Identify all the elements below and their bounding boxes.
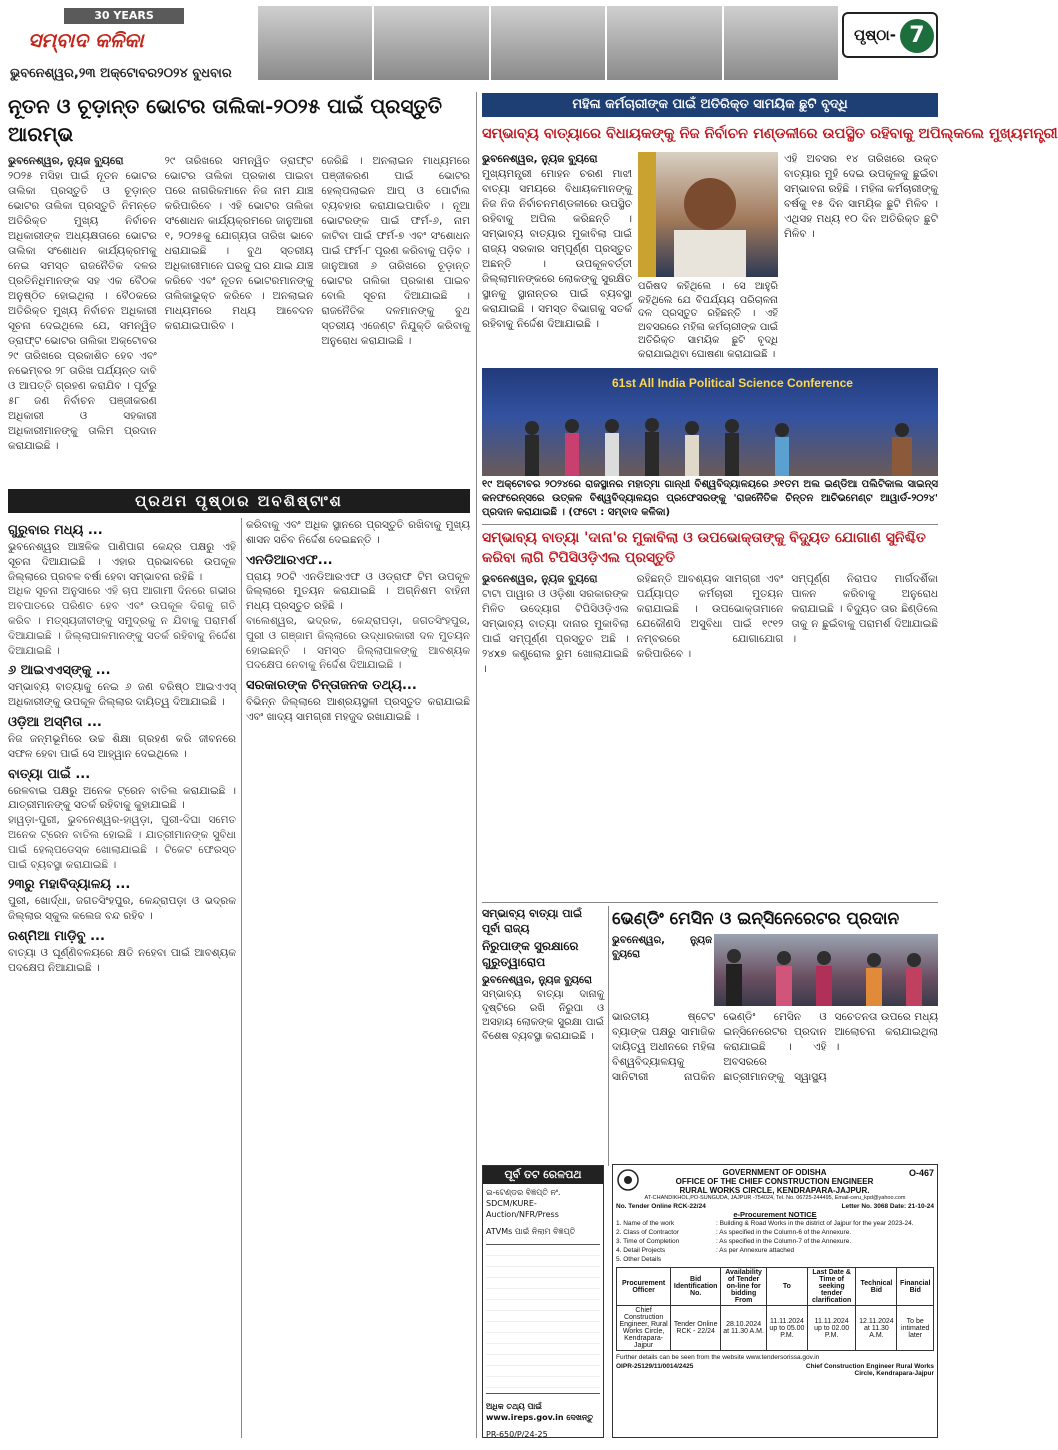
chief-minister-photo bbox=[638, 152, 778, 277]
notice-letter-no: Letter No. 3068 Date: 21-10-24 bbox=[841, 1203, 934, 1210]
masthead bbox=[0, 0, 945, 88]
first-page-remainder-band: ପ୍ରଥମ ପୃଷ୍ଠାର ଅବଶିଷ୍ଟାଂଶ bbox=[8, 489, 470, 513]
body-text: ମୁଖ୍ୟମନ୍ତ୍ରୀ ମୋହନ ଚରଣ ମାଝୀ ବାତ୍ୟା ସମୟରେ ବିଧାୟକମାନଙ୍କୁ ନିଜ ନିଜ ନିର୍ବାଚନମଣ୍ଡଳୀରେ ଉପସ୍ଥିତ ରହିବାକୁ ଅପିଲ କରିଛନ୍ତି । ସମ୍ଭାବ୍ୟ ବାତ୍ୟାର ମୁକାବିଲା ପାଇଁ ରାଜ୍ୟ ସରକାର ସମ୍ପୂର୍ଣ୍ଣ ପ୍ରସ୍ତୁତ ଅଛନ୍ତି । ଉପକୂଳବର୍ତ୍ତୀ ଜିଲ୍ଲାମାନଙ୍କରେ ଲୋକଙ୍କୁ ସୁରକ୍ଷିତ ସ୍ଥାନକୁ ସ୍ଥାନାନ୍ତର ପାଇଁ ବ୍ୟବସ୍ଥା କରାଯାଇଛି । ସମସ୍ତ ବିଭାଗକୁ ସତର୍କ ରହିବାକୁ ନିର୍ଦ୍ଦେଶ ଦିଆଯାଇଛି । bbox=[482, 168, 632, 330]
body-text: ଭାରତୀୟ ଷ୍ଟେଟ ବ୍ୟାଙ୍କ ପକ୍ଷରୁ ସାମାଜିକ ଦାୟିତ୍ୱ ଅଧୀନରେ ମହିଳା ବିଶ୍ୱବିଦ୍ୟାଳୟକୁ ସାନିଟାରୀ ନାପକିନ ଭେଣ୍ଡିଂ ମେସିନ ଓ ଇନ୍ସିନେରେଟର ପ୍ରଦାନ କରାଯାଇଛି । ଏହି ଅବସରରେ ଛାତ୍ରୀମାନଙ୍କୁ ସ୍ୱାସ୍ଥ୍ୟ ସଚେତନତା ଉପରେ ମଧ୍ୟ ଆଲୋଚନା କରାଯାଇଥିଲା । bbox=[612, 1011, 938, 1083]
conference-photo bbox=[482, 368, 938, 476]
section-text: ନିଜ ଜନ୍ମଭୂମିରେ ଉଚ୍ଚ ଶିକ୍ଷା ଗ୍ରହଣ କରି ଜୀବନରେ ସଫଳ ହେବା ପାଇଁ ସେ ଆହ୍ୱାନ ଦେଇଥିଲେ । bbox=[8, 732, 236, 760]
section-text: ପୁରୀ, ଖୋର୍ଦ୍ଧା, ଜଗତସିଂହପୁର, କେନ୍ଦ୍ରାପଡ଼ା ଓ ଭଦ୍ରକ ଜିଲ୍ଲାର ସ୍କୁଲ କଲେଜ ବନ୍ଦ ରହିବ । bbox=[8, 895, 236, 923]
filler-text: ବାଲେଶ୍ୱର, ଭଦ୍ରକ, କେନ୍ଦ୍ରାପଡ଼ା, ଜଗତସିଂହପୁର, ପୁରୀ ଓ ଗଞ୍ଜାମ ଜିଲ୍ଲାରେ ଉଦ୍ଧାରକାରୀ ଦଳ ମୁତୟନ ହୋଇଛନ୍ତି । ସମସ୍ତ ଜିଲ୍ଲାପାଳଙ୍କୁ ଆବଶ୍ୟକ ପଦକ୍ଷେପ ନେବାକୁ ନିର୍ଦ୍ଦେଶ ଦିଆଯାଇଛି । bbox=[246, 614, 470, 672]
notice-circle: RURAL WORKS CIRCLE, KENDRAPARA-JAJPUR. bbox=[679, 1186, 870, 1195]
column-divider bbox=[608, 906, 609, 1166]
table-cell: Chief Construction Engineer, Rural Works Circle, Kendrapara-Jajpur bbox=[617, 1306, 671, 1351]
story-power bbox=[482, 572, 938, 897]
dateline: ଭୁବନେଶ୍ୱର,୨୩ ଅକ୍ଟୋବର୨୦୨୪ ବୁଧବାର bbox=[10, 66, 232, 81]
people-silhouettes-icon bbox=[482, 368, 938, 476]
ad-header: ପୂର୍ବ ତଟ ରେଳପଥ bbox=[483, 1166, 603, 1184]
section-title: ଏନଡିଆରଏଫ... bbox=[246, 552, 333, 568]
notice-footer: Further details can be seen from the website www.tendersorissa.gov.in bbox=[616, 1354, 820, 1361]
table-cell: 11.11.2024 up to 05.00 P.M. bbox=[767, 1306, 808, 1351]
section-text: ବାତ୍ୟା ଓ ଘୂର୍ଣ୍ଣିବଳୟରେ କ୍ଷତି ନହେବା ପାଇଁ ଆବଶ୍ୟକ ପଦକ୍ଷେପ ନିଆଯାଇଛି । bbox=[8, 946, 236, 974]
notice-ref: O-467 bbox=[908, 1168, 934, 1178]
column-divider bbox=[241, 518, 242, 1438]
section-title: ୬ ଆଇଏଏସ୍ଙ୍କୁ ... bbox=[8, 663, 111, 679]
masthead-logo-block bbox=[8, 6, 258, 86]
body-text: ପରିଷଦ କହିଥିଲେ । ସେ ଆହୁରି କହିଥିଲେ ଯେ ବିପର୍ଯ୍ୟୟ ପରିଚାଳନା ଦଳ ପ୍ରସ୍ତୁତ ରହିଛନ୍ତି । ଏହି ଅବସରରେ ମହିଳା କର୍ମଚାରୀଙ୍କ ପାଇଁ ଅତିରିକ୍ତ ସାମୟିକ ଛୁଟି ବୃଦ୍ଧି କରାଯାଇଥିବା ଘୋଷଣା କରାଯାଇଛି । bbox=[638, 281, 778, 360]
notice-item-label: 1. Name of the work bbox=[616, 1220, 675, 1227]
table-cell: 12.11.2024 at 11.30 A.M. bbox=[856, 1306, 897, 1351]
headline-line-1: ସମ୍ଭାବ୍ୟ ବାତ୍ୟା ପାଇଁ ପୂର୍ବା ରାଜ୍ୟ bbox=[482, 907, 583, 935]
column-3: ସମ୍ପୂର୍ଣ୍ଣ ନିରାପଦ ମାର୍ଗଦର୍ଶିକା ପାଳନ କରିବାକୁ ଅନୁରୋଧ କରାଯାଇଛି । ବିଦ୍ୟୁତ ତାର ଛିଣ୍ଡିଲେ ତାକୁ ନ ଛୁଇଁବାକୁ ପରାମର୍ଶ ଦିଆଯାଇଛି । bbox=[791, 573, 939, 645]
headline-cm: ସମ୍ଭାବ୍ୟ ବାତ୍ୟାରେ ବିଧାୟକଙ୍କୁ ନିଜ ନିର୍ବାଚନ ମଣ୍ଡଳୀରେ ଉପସ୍ଥିତ ରହିବାକୁ ଅପିଲ୍‌କଲେ ମୁଖ୍ୟମନ୍ତ୍ରୀ bbox=[482, 125, 1058, 142]
section-title: ସରକାରଙ୍କ ଚିନ୍ତାଜନକ ତଥ୍ୟ... bbox=[246, 678, 417, 694]
notice-title: e-Procurement NOTICE bbox=[733, 1210, 817, 1219]
table-cell: 11.11.2024 up to 02.00 P.M. bbox=[807, 1306, 856, 1351]
paper-logo: ସମ୍ବାଦ କଳିକା bbox=[28, 28, 144, 52]
continued-column-1 bbox=[8, 518, 236, 1438]
headline-power: ସମ୍ଭାବ୍ୟ ବାତ୍ୟା 'ଦାନା'ର ମୁକାବିଲା ଓ ଉପଭୋକ୍ତାଙ୍କୁ ବିଦ୍ୟୁତ ଯୋଗାଣ ସୁନିଶ୍ଚିତ କରିବା ଲାଗି ଟିପିସିଓଡ଼ିଏଲ ପ୍ରସ୍ତୁତି bbox=[482, 530, 926, 566]
body-text: ୨୦୨୫ ମସିହା ପାଇଁ ନୂତନ ଭୋଟର ତାଲିକା ପ୍ରସ୍ତୁତି ଓ ଚୂଡ଼ାନ୍ତ ଭୋଟର ତାଲିକା ପ୍ରସ୍ତୁତି ନିମନ୍ତେ ଅତିରିକ୍ତ ମୁଖ୍ୟ ନିର୍ବାଚନ ଅଧିକାରୀଙ୍କ ଅଧ୍ୟକ୍ଷତାରେ ଭୋଟର ତାଲିକା ସଂଶୋଧନ କାର୍ଯ୍ୟକ୍ରମକୁ ନେଇ ସମସ୍ତ ରାଜନୈତିକ ଦଳର ପ୍ରତିନିଧିମାନଙ୍କ ସହ ଏକ ବୈଠକ ଅନୁଷ୍ଠିତ ହୋଇଥିଲା । ବୈଠକରେ ଅତିରିକ୍ତ ମୁଖ୍ୟ ନିର୍ବାଚନ ଅଧିକାରୀ ସୂଚନା ଦେଇଥିଲେ ଯେ, ସମନ୍ୱିତ ଡ୍ରାଫ୍ଟ ଭୋଟର ତାଲିକା ଅକ୍ଟୋବର ୨୯ ତାରିଖରେ ପ୍ରକାଶିତ ହେବ ଏବଂ ନଭେମ୍ବର ୨୮ ତାରିଖ ପର୍ଯ୍ୟନ୍ତ ଦାବି ଓ ଆପତ୍ତି ଗ୍ରହଣ କରାଯିବ । ପୂର୍ବରୁ ୫୮ ଜଣ ନିର୍ବାଚନ ପଞ୍ଜୀକରଣ ଅଧିକାରୀ ଓ ସହକାରୀ ଅଧିକାରୀମାନଙ୍କୁ ତାଲିମ ପ୍ରଦାନ କରାଯାଇଛି । bbox=[8, 170, 157, 452]
column-1 bbox=[482, 572, 629, 677]
headline: ନୂତନ ଓ ଚୂଡ଼ାନ୍ତ ଭୋଟର ତାଲିକା-୨୦୨୫ ପାଇଁ ପ୍ରସ୍ତୁତି ଆରମ୍ଭ bbox=[8, 94, 443, 146]
notice-item-label: 4. Detail Projects bbox=[616, 1247, 666, 1254]
section-title: ବାତ୍ୟା ପାଇଁ ... bbox=[8, 766, 91, 782]
section-title: ରଶ୍ମିଆ ମାଡ଼ିବୁ ... bbox=[8, 928, 105, 944]
notice-item-value: : As specified in the Column-7 of the Annexure. bbox=[716, 1238, 852, 1245]
section-title: ୨୩ରୁ ମହାବିଦ୍ୟାଳୟ ... bbox=[8, 877, 131, 893]
notice-table bbox=[616, 1267, 934, 1351]
conference-banner-text: 61st All India Political Science Conference bbox=[612, 376, 853, 390]
filler-text: ହାୱଡ଼ା-ପୁରୀ, ଭୁବନେଶ୍ୱର-ହାୱଡ଼ା, ପୁରୀ-ଦିଘା ସମେତ ଅନେକ ଟ୍ରେନ ବାତିଲ ହୋଇଛି । ଯାତ୍ରୀମାନଙ୍କ ସୁବିଧା ପାଇଁ ହେଲ୍ପଡେସ୍କ ଖୋଲାଯାଇଛି । ଟିକେଟ ଫେରସ୍ତ ପାଇଁ ବ୍ୟବସ୍ଥା କରାଯାଇଛି । bbox=[8, 814, 236, 871]
section-divider bbox=[482, 902, 938, 903]
table-header: Technical Bid bbox=[856, 1268, 897, 1306]
page-label: ପୃଷ୍ଠା- bbox=[854, 26, 896, 44]
table-cell: To be intimated later bbox=[897, 1306, 934, 1351]
notice-tender-no: No. Tender Online RCK-22/24 bbox=[616, 1203, 706, 1210]
story-columns bbox=[482, 572, 938, 677]
notice-item-value: : As per Annexure attached bbox=[716, 1247, 795, 1254]
section-text: ପ୍ରାୟ ୨୦ଟି ଏନଡିଆରଏଫ ଓ ଓଡ୍ରାଫ ଟିମ ଉପକୂଳ ଜିଲ୍ଲାରେ ମୁତୟନ କରାଯାଇଛି । ଅଗ୍ନିଶମ ବାହିନୀ ମଧ୍ୟ ପ୍ରସ୍ତୁତ ରହିଛି । bbox=[246, 570, 470, 613]
heritage-photo bbox=[607, 6, 721, 80]
page-number-badge bbox=[842, 12, 938, 58]
column-3: ଜେରିଛି । ଅନଲାଇନ ମାଧ୍ୟମରେ ପଞ୍ଜୀକରଣ ପାଇଁ ଭୋଟର ହେଲ୍ପଲାଇନ ଆପ୍ ଓ ପୋର୍ଟାଲ ବ୍ୟବହାର କରାଯାଇପାରିବ । ନୂଆ ଭୋଟରଙ୍କ ପାଇଁ ଫର୍ମ-୬, ନାମ କାଟିବା ପାଇଁ ଫର୍ମ-୭ ଏବଂ ସଂଶୋଧନ ପାଇଁ ଫର୍ମ-୮ ପୂରଣ କରିବାକୁ ପଡ଼ିବ । ଜାନୁଆରୀ ୬ ତାରିଖରେ ଚୂଡ଼ାନ୍ତ ଭୋଟର ତାଲିକା ପ୍ରକାଶ ପାଇବ ବୋଲି ସୂଚନା ଦିଆଯାଇଛି । ରାଜନୈତିକ ଦଳମାନଙ୍କୁ ବୁଥ ସ୍ତରୀୟ ଏଜେଣ୍ଟ ନିଯୁକ୍ତି କରିବାକୁ ଅନୁରୋଧ କରାଯାଇଛି । bbox=[321, 155, 471, 347]
headline-line-2: ନିରୁପାଙ୍କ ସୁରକ୍ଷାରେ ଗୁରୁତ୍ୱାରୋପ bbox=[482, 939, 579, 969]
table-header: Availability of Tender on-line for bidding From bbox=[721, 1268, 767, 1306]
story-cm-col1 bbox=[482, 152, 632, 362]
story-columns bbox=[8, 154, 470, 454]
section-divider bbox=[482, 524, 938, 525]
table-cell: 28.10.2024 at 11.30 A.M. bbox=[721, 1306, 767, 1351]
notice-item-value: : As specified in the Column-6 of the Annexure. bbox=[716, 1229, 852, 1236]
ad-line: PR-650/P/24-25 bbox=[486, 1430, 548, 1439]
ad-line: ATVMs ପାଇଁ ନିଲାମ ବିଜ୍ଞପ୍ତି bbox=[486, 1227, 576, 1236]
byline: ଭୁବନେଶ୍ୱର, ନ୍ୟୁଜ ବ୍ୟୁରୋ bbox=[482, 975, 593, 986]
temple-photo bbox=[258, 6, 372, 80]
story-cm-col3 bbox=[784, 152, 938, 362]
section-text: ଭୁବନେଶ୍ୱର ଆଞ୍ଚଳିକ ପାଣିପାଗ କେନ୍ଦ୍ର ପକ୍ଷରୁ ଏହି ସୂଚନା ଦିଆଯାଇଛି । ଏହାର ପ୍ରଭାବରେ ଉପକୂଳ ଜିଲ୍ଲାରେ ପ୍ରବଳ ବର୍ଷା ହେବା ସମ୍ଭାବନା ରହିଛି । bbox=[8, 541, 236, 583]
byline: ଭୁବନେଶ୍ୱର, ନ୍ୟୁଜ ବ୍ୟୁରୋ bbox=[612, 935, 712, 960]
byline: ଭୁବନେଶ୍ୱର, ନ୍ୟୁଜ ବ୍ୟୁରୋ bbox=[482, 573, 598, 585]
section-title: ଗୁରୁବାର ମଧ୍ୟ ... bbox=[8, 523, 103, 538]
column-divider bbox=[476, 92, 477, 1438]
ad-table bbox=[486, 1244, 600, 1394]
table-cell: Tender Online RCK - 22/24 bbox=[671, 1306, 721, 1351]
body-text: ସମ୍ଭାବ୍ୟ ବାତ୍ୟା ଦାନାକୁ ଦୃଷ୍ଟିରେ ରଖି ନିରୁପା ଓ ଅସହାୟ ଲୋକଙ୍କ ସୁରକ୍ଷା ପାଇଁ ବିଶେଷ ବ୍ୟବସ୍ଥା କରାଯାଇଛି । bbox=[482, 989, 604, 1042]
column-2: ୨୯ ତାରିଖରେ ସମନ୍ୱିତ ଡ୍ରାଫ୍ଟ ଭୋଟର ତାଲିକା ପ୍ରକାଶ ପାଇବା ପରେ ନାଗରିକମାନେ ନିଜ ନାମ ଯାଞ୍ଚ କରିପାରିବେ । ଏହି ଭୋଟର ତାଲିକା ସଂଶୋଧନ କାର୍ଯ୍ୟକ୍ରମରେ ଜାନୁଆରୀ ୧, ୨୦୨୫କୁ ଯୋଗ୍ୟତା ତାରିଖ ଭାବେ ଧରାଯାଇଛି । ବୁଥ ସ୍ତରୀୟ ଅଧିକାରୀମାନେ ଘରକୁ ଘର ଯାଇ ଯାଞ୍ଚ କରିବେ ଏବଂ ନୂତନ ଭୋଟରମାନଙ୍କୁ ତାଲିକାଭୁକ୍ତ କରିବେ । ଅନଲାଇନ ମାଧ୍ୟମରେ ମଧ୍ୟ ଆବେଦନ କରାଯାଇପାରିବ । bbox=[164, 155, 314, 332]
table-header: Last Date & Time of seeking tender clarification bbox=[807, 1268, 856, 1306]
children-photo bbox=[491, 6, 605, 80]
table-header: Bid Identification No. bbox=[671, 1268, 721, 1306]
body-text: ଏହି ଅବସର ୧୪ ତାରିଖରେ ଉକ୍ତ ବାତ୍ୟାର ମୁହଁ ଦେଇ ଉପକୂଳକୁ ଛୁଇଁବା ସମ୍ଭାବନା ରହିଛି । ମହିଳା କର୍ମଚାରୀଙ୍କୁ ବର୍ଷକୁ ୧୫ ଦିନ ସାମୟିକ ଛୁଟି ମିଳିବ । ଏଥିସହ ମଧ୍ୟ ୧୦ ଦିନ ଅତିରିକ୍ତ ଛୁଟି ମିଳିବ । bbox=[784, 153, 938, 240]
story-cyclone-safety bbox=[482, 906, 604, 1161]
notice-item-label: 5. Other Details bbox=[616, 1256, 662, 1263]
notice-signature: Chief Construction Engineer Rural Works Circle, Kendrapara-Jajpur bbox=[805, 1363, 934, 1377]
ad-line: ଅଧିକ ତଥ୍ୟ ପାଇଁ www.ireps.gov.in ଦେଖନ୍ତୁ bbox=[486, 1402, 594, 1422]
years-badge: 30 YEARS bbox=[64, 8, 184, 24]
section-text: ରେଳବାଇ ପକ୍ଷରୁ ଅନେକ ଟ୍ରେନ ବାତିଲ କରାଯାଇଛି । ଯାତ୍ରୀମାନଙ୍କୁ ସତର୍କ ରହିବାକୁ କୁହାଯାଇଛି । bbox=[8, 784, 236, 812]
notice-item-label: 3. Time of Completion bbox=[616, 1238, 680, 1245]
railway-advertisement bbox=[482, 1165, 604, 1438]
people-silhouettes-icon bbox=[714, 934, 938, 1006]
section-text: ସମ୍ଭାବ୍ୟ ବାତ୍ୟାକୁ ନେଇ ୬ ଜଣ ବରିଷ୍ଠ ଆଇଏଏସ୍ ଅଧିକାରୀଙ୍କୁ ଉପକୂଳ ଜିଲ୍ଲାର ଦାୟିତ୍ୱ ଦିଆଯାଇଛି । bbox=[8, 681, 236, 709]
byline: ଭୁବନେଶ୍ୱର, ନ୍ୟୁଜ ବ୍ୟୁରୋ bbox=[8, 155, 124, 167]
temple-photo bbox=[374, 6, 488, 80]
column-1 bbox=[8, 154, 157, 454]
byline: ଭୁବନେଶ୍ୱର, ନ୍ୟୁଜ ବ୍ୟୁରୋ bbox=[482, 153, 598, 165]
notice-items bbox=[616, 1219, 934, 1264]
column-2: ରହିଛନ୍ତି ଆବଶ୍ୟକ ସାମଗ୍ରୀ ଏବଂ ପର୍ଯ୍ୟାପ୍ତ କର୍ମଚାରୀ ମୁତୟନ କରାଯାଇଛି । ଉପଭୋକ୍ତାମାନେ ଯେକୌଣସି ଅସୁବିଧା ପାଇଁ ୧୯୧୨ ନମ୍ବରରେ ଯୋଗାଯୋଗ କରିପାରିବେ । bbox=[636, 573, 784, 660]
story-cm-col2 bbox=[638, 280, 778, 362]
body-text: ଟାଟା ପାୱାର ଓ ଓଡ଼ିଶା ସରକାରଙ୍କ ମିଳିତ ଉଦ୍ୟୋଗ ଟିପିସିଓଡ଼ିଏଲ ସମ୍ଭାବ୍ୟ ବାତ୍ୟା ଦାନାର ମୁକାବିଲା ପାଇଁ ସମ୍ପୂର୍ଣ୍ଣ ପ୍ରସ୍ତୁତ ଅଛି । ୨୪x୭ କଣ୍ଟ୍ରୋଲ ରୁମ ଖୋଲାଯାଇଛି । bbox=[482, 588, 629, 675]
story-band-leave: ମହିଳା କର୍ମଚାରୀଙ୍କ ପାଇଁ ଅତିରିକ୍ତ ସାମୟିକ ଛୁଟି ବୃଦ୍ଧି bbox=[482, 93, 938, 117]
continued-column-2 bbox=[246, 518, 470, 1438]
conference-caption: ୧୯ ଅକ୍ଟୋବର ୨୦୨୪ରେ ରାଜସ୍ଥାନର ମହାତ୍ମା ଗାନ୍ଧୀ ବିଶ୍ୱବିଦ୍ୟାଳୟରେ ୬୧ତମ ଅଲ ଇଣ୍ଡିଆ ପଲିଟିକାଲ ସାଇନ୍ସ କନଫରେନ୍ସରେ ଉତ୍କଳ ବିଶ୍ୱବିଦ୍ୟାଳୟର ପ୍ରଫେସରଙ୍କୁ 'ରାଜନୈତିକ ଚିନ୍ତନ ଆଚିଭମେଣ୍ଟ ଆୱାର୍ଡ-୨୦୨୪' ପ୍ରଦାନ କରାଯାଇଛି । (ଫଟୋ : ସମ୍ବାଦ କଳିକା) bbox=[482, 479, 938, 518]
portrait-icon bbox=[638, 152, 778, 277]
page-number: 7 bbox=[900, 19, 934, 53]
filler-text: ଅଧିକ ସୂଚନା ଅନୁସାରେ ଏହି ଚାପ ଆଗାମୀ ଦିନରେ ଗଭୀର ଅବପାତରେ ପରିଣତ ହେବ ଏବଂ ଉପକୂଳ ଦିଗକୁ ଗତି କରିବ । ମତ୍ସ୍ୟଜୀବୀଙ୍କୁ ସମୁଦ୍ରକୁ ନ ଯିବାକୁ ପରାମର୍ଶ ଦିଆଯାଇଛି । ଜିଲ୍ଲାପାଳମାନଙ୍କୁ ସତର୍କ ରହିବାକୁ ନିର୍ଦ୍ଦେଶ ଦିଆଯାଇଛି । bbox=[8, 585, 236, 657]
section-title: ଓଡ଼ିଆ ଅସ୍ମିତା ... bbox=[8, 714, 102, 730]
story-vending-intro bbox=[612, 934, 712, 1006]
notice-item-label: 2. Class of Contractor bbox=[616, 1229, 679, 1236]
notice-gov: GOVERNMENT OF ODISHA bbox=[722, 1168, 827, 1177]
story-vending bbox=[612, 1010, 938, 1160]
art-photo bbox=[724, 6, 838, 80]
masthead-photo-strip bbox=[258, 6, 838, 80]
table-header-row bbox=[617, 1268, 934, 1306]
notice-address: AT-CHANDIKHOL,PO-SUNGUDA, JAJPUR -754024, Tel. No. 06725-244495, Email-ceru_kpd@yahoo.com bbox=[644, 1195, 906, 1201]
table-row bbox=[617, 1306, 934, 1351]
notice-office: OFFICE OF THE CHIEF CONSTRUCTION ENGINEER bbox=[675, 1177, 874, 1186]
vending-event-photo bbox=[714, 934, 938, 1006]
table-header: To bbox=[767, 1268, 808, 1306]
story-voter-list bbox=[8, 92, 470, 484]
odisha-emblem-icon bbox=[616, 1168, 640, 1192]
ad-line: ଇ-ଟେଣ୍ଡର ବିଜ୍ଞପ୍ତି ନଂ. SDCM/KURE-Auction/NFR/Press bbox=[486, 1188, 561, 1219]
table-header: Procurement Officer bbox=[617, 1268, 671, 1306]
headline-vending: ଭେଣ୍ଡିଂ ମେସିନ ଓ ଇନ୍ସିନେରେଟର ପ୍ରଦାନ bbox=[612, 909, 900, 929]
tender-notice bbox=[612, 1164, 938, 1438]
section-text: ବିଭିନ୍ନ ଜିଲ୍ଲାରେ ଆଶ୍ରୟସ୍ଥଳୀ ପ୍ରସ୍ତୁତ କରାଯାଇଛି ଏବଂ ଖାଦ୍ୟ ସାମଗ୍ରୀ ମହଜୁଦ ରଖାଯାଇଛି । bbox=[246, 696, 470, 723]
table-header: Financial Bid bbox=[897, 1268, 934, 1306]
notice-oipr: OIPR-25129/11/0014/2425 bbox=[616, 1363, 694, 1370]
notice-item-value: : Building & Road Works in the district of Jajpur for the year 2023-24. bbox=[716, 1220, 914, 1227]
section-text: କରିବାକୁ ଏବଂ ଅଧିକ ସ୍ଥାନରେ ପ୍ରସ୍ତୁତି ରଖିବାକୁ ମୁଖ୍ୟ ଶାସନ ସଚିବ ନିର୍ଦ୍ଦେଶ ଦେଇଛନ୍ତି । bbox=[246, 519, 470, 546]
